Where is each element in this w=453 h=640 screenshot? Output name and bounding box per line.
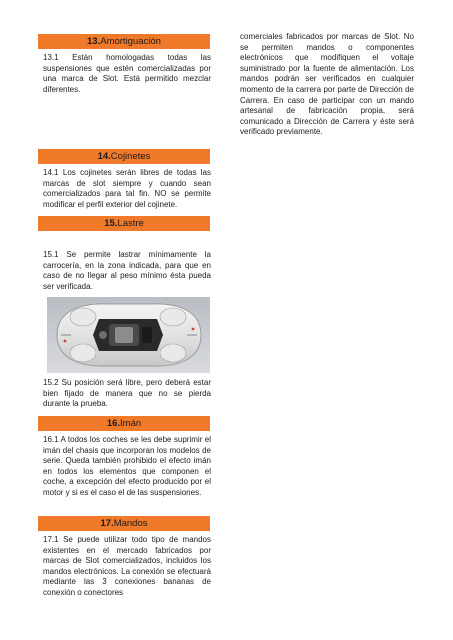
section-number: 13. <box>87 36 101 47</box>
section-header-cojinetes <box>38 149 210 164</box>
section-header-lastre <box>38 216 210 231</box>
section-number: 16. <box>106 418 121 429</box>
slot-car-chassis-photo <box>47 297 210 373</box>
section-title: Cojinetes <box>110 151 151 162</box>
section-header-amortiguacion <box>38 34 210 49</box>
paragraph-14-1: 14.1 Los cojinetes serán libres de todas las marcas de slot siempre y cuando sean comercializados para tal fin. NO se permite modificar el perfil exterior del cojinete. <box>43 168 211 209</box>
section-number: 17. <box>100 518 114 529</box>
section-title: Amortiguación <box>100 36 161 47</box>
paragraph-17-1: 17.1 Se puede utilizar todo tipo de mandos existentes en el mercado fabricados por marcas de Slot comercializados, incluidos los mandos electrónicos. La conexión se efectuará mediante las 3 conexiones bananas de conexión o conectores <box>43 535 211 597</box>
section-header-mandos <box>38 516 210 531</box>
section-title: Mandos <box>113 518 148 529</box>
slot-car-chassis-image <box>47 297 210 373</box>
paragraph-16-1: 16.1 A todos los coches se les debe suprimir el imán del chasis que incorporan los modelos de serie. Queda también prohibido el efecto imán en todos los elementos que componen el coche, a excepción del efecto producido por el motor y si es el caso el de las suspensiones. <box>43 435 211 497</box>
paragraph-17-1-continued: comerciales fabricados por marcas de Slot. No se permiten mandos o componentes electrónicos que modifiquen el voltaje suministrado por la fuente de alimentación. Los mandos podrán ser verificados en cualquier momento de la carrera por parte de Dirección de Carrera. En caso de participar con un mando artesanal de fabricación propia, será comunicado a Dirección de Carrera y éste será verificado previamente. <box>240 32 414 137</box>
paragraph-13-1: 13.1 Están homologadas todas las suspensiones que estén comercializadas por una marca de Slot. Está permitido mezclar diferentes. <box>43 53 211 94</box>
section-header-iman <box>38 416 210 431</box>
paragraph-15-2: 15.2 Su posición será libre, pero deberá estar bien fijado de manera que no se pierda durante la prueba. <box>43 378 211 409</box>
section-number: 14. <box>97 151 111 162</box>
section-number: 15. <box>104 218 118 229</box>
section-title: Lastre <box>117 218 144 229</box>
section-title: Imán <box>120 418 142 429</box>
paragraph-15-1: 15.1 Se permite lastrar mínimamente la carrocería, en la zona indicada, para que en caso de no llegar al peso mínimo ésta pueda ser verificada. <box>43 250 211 291</box>
